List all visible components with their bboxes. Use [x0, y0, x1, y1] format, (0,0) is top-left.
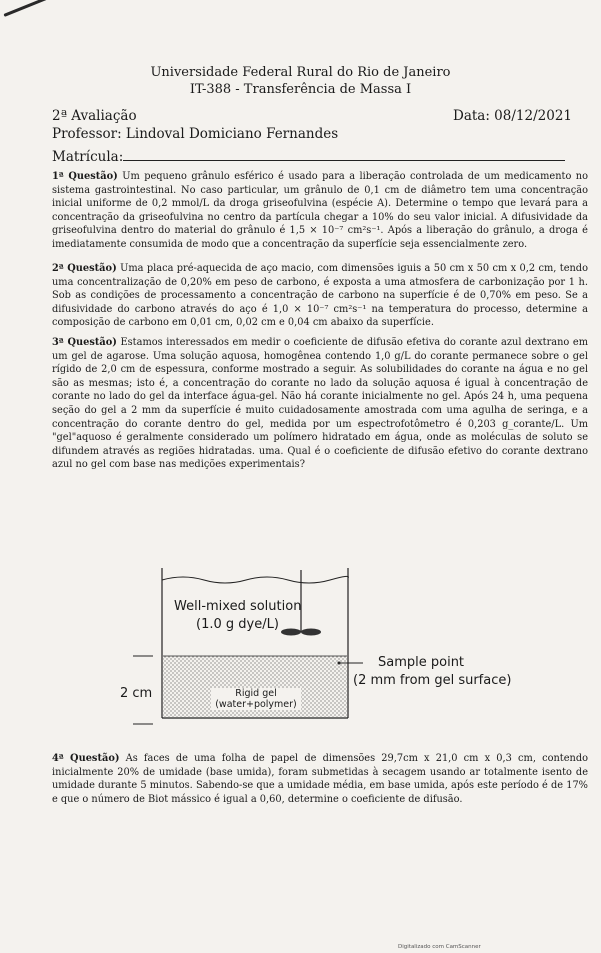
question-2	[52, 262, 588, 330]
gel-label-line2: (water+polymer)	[215, 699, 297, 710]
pen-mark	[3, 0, 47, 17]
gel-label	[211, 688, 301, 710]
question-3	[52, 336, 588, 472]
question-3-text: Estamos interessados em medir o coeficiente de difusão efetiva do corante azul dextrano em um gel de agarose. Uma solução aquosa, homogênea contendo 1,0 g/L do corante permanece sobre o gel rígido de 2,0 cm de espessura, conforme mostrado a seguir. As solubilidades do corante na água e no gel são as mesmas; isto é, a concentração do corante no lado da solução aquosa é igual à concentração de corante no lado do gel da interface água-gel. Não há corante inicialmente no gel. Após 24 h, uma pequena seção do gel a 2 mm da superfície é muito cuidadosamente amostrada com uma agulha de seringa, e a concentração do corante dentro do gel, medida por um espectrofotômetro é 0,203 g_corante/L. Um "gel"aquoso é geralmente considerado um polímero hidratado em água, onde as moléculas de soluto se difundem através as regiões hidratadas. uma. Qual é o coeficiente de difusão efetivo do corante dextrano azul no gel com base nas medições experimentais?	[52, 337, 588, 471]
solution-label-line2: (1.0 g dye/L)	[196, 617, 279, 632]
solution-label-line1: Well-mixed solution	[174, 599, 302, 614]
document-header	[0, 64, 601, 98]
matricula-blank-line	[123, 148, 565, 161]
sample-point-line1: Sample point	[378, 655, 465, 670]
question-2-text: Uma placa pré-aquecida de aço macio, com dimensões iguis a 50 cm x 50 cm x 0,2 cm, tendo uma concentralização de 0,20% em peso de carbono, é exposta a uma atmosfera de carbonização por 1 h. Sob as condições de processamento a concentração de carbono na superfície é de 0,70% em peso. Se a difusividade do carbono através do aço é 1,0 × 10⁻⁷ cm²s⁻¹ na temperatura do processo, determine a composição de carbono em 0,01 cm, 0,02 cm e 0,04 cm abaixo da superfície.	[52, 263, 588, 329]
question-4	[52, 752, 588, 806]
solution-label	[174, 598, 301, 634]
exam-title: 2ª Avaliação	[52, 108, 137, 124]
question-1-text: Um pequeno grânulo esférico é usado para a liberação controlada de um medicamento no sistema gastrointestinal. No caso particular, um grânulo de 0,1 cm de diâmetro tem uma concentração inicial uniforme de 0,2 mmol/L da droga griseofulvina (espécie A). Determine o tempo que levará para a concentração da griseofulvina no centro da partícula chegar a 10% do seu valor inicial. A difusividade da griseofulvina dentro do material do grânulo é 1,5 × 10⁻⁷ cm²s⁻¹. Após a liberação do grânulo, a droga é imediatamente consumida de modo que a concentração da superfície seja essencialmente zero.	[52, 171, 588, 250]
course-code: IT-388 - Transferência de Massa I	[189, 82, 412, 97]
sample-point-marker	[338, 662, 341, 665]
professor-line: Professor: Lindoval Domiciano Fernandes	[52, 126, 339, 142]
sample-point-label	[353, 654, 511, 690]
diagram-drawing	[108, 560, 548, 745]
stirrer-blade-right	[301, 629, 321, 636]
liquid-surface	[162, 576, 348, 583]
matricula-label: Matrícula:	[52, 149, 124, 165]
thickness-label: 2 cm	[120, 686, 153, 701]
question-2-label: 2ª Questão)	[52, 263, 117, 274]
question-1-label: 1ª Questão)	[52, 171, 118, 182]
gel-label-line1: Rigid gel	[235, 688, 277, 699]
sample-point-line2: (2 mm from gel surface)	[353, 673, 512, 688]
question-4-label: 4ª Questão)	[52, 753, 120, 764]
gel-diffusion-diagram	[108, 560, 548, 745]
university-name: Universidade Federal Rural do Rio de Janeiro	[150, 65, 451, 80]
exam-row	[52, 108, 572, 124]
question-4-text: As faces de uma folha de papel de dimensões 29,7cm x 21,0 cm x 0,3 cm, contendo inicialmente 20% de umidade (base umida), foram submetidas à secagem usando ar totalmente isento de umidade durante 5 minutos. Sabendo-se que a umidade média, em base umida, após este período é de 17% e que o número de Biot mássico é igual a 0,60, determine o coeficiente de difusão.	[52, 753, 588, 805]
matricula-field	[52, 148, 572, 165]
question-3-label: 3ª Questão)	[52, 337, 117, 348]
question-1	[52, 170, 588, 252]
scanner-watermark: Digitalizado com CamScanner	[398, 944, 481, 950]
exam-date: Data: 08/12/2021	[453, 108, 572, 124]
